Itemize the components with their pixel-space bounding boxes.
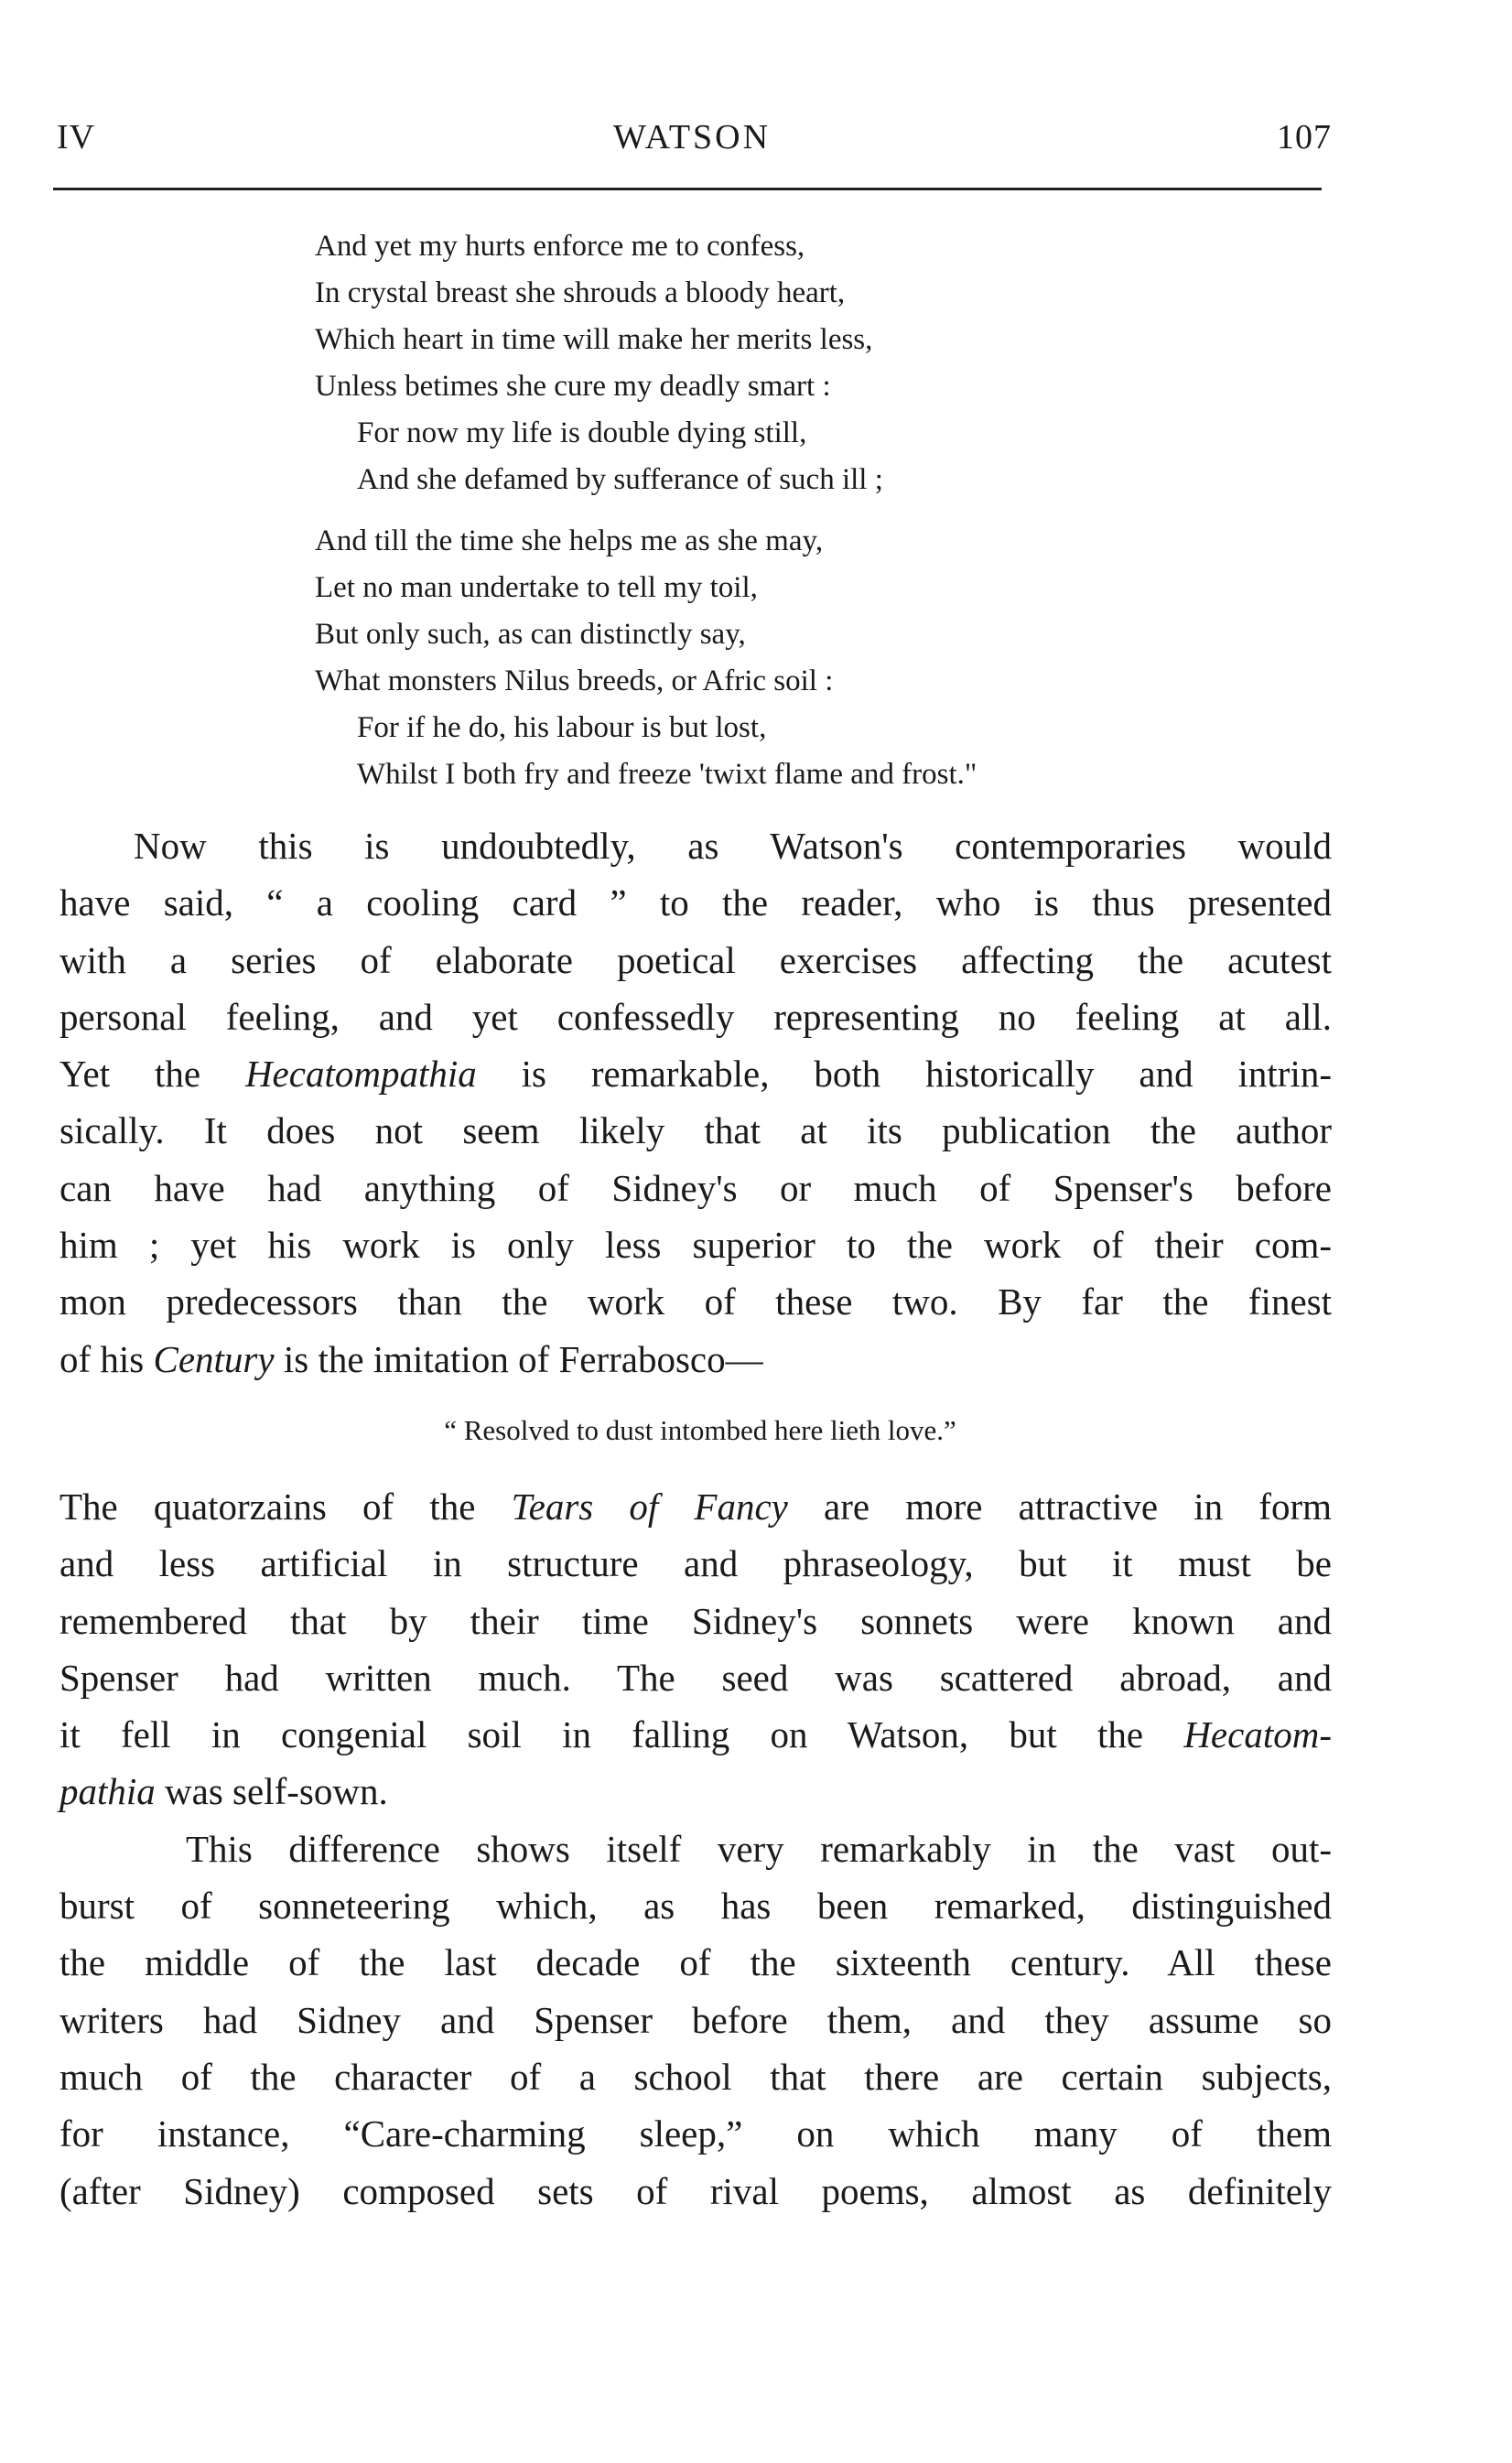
poem-quotation bbox=[315, 223, 977, 798]
poem-line: And she defamed by sufferance of such ill ; bbox=[357, 463, 883, 496]
text-line bbox=[59, 1478, 1332, 1535]
paragraph-1 bbox=[59, 817, 1332, 1388]
text-segment: for instance, “Care-charming sleep,” on which many of them bbox=[59, 2112, 1332, 2155]
poem-line: Unless betimes she cure my deadly smart : bbox=[315, 370, 831, 403]
text-segment: it fell in congenial soil in falling on Watson, but the bbox=[59, 1713, 1184, 1756]
text-line bbox=[59, 1331, 1332, 1388]
text-segment: remembered that by their time Sidney's sonnets were known and bbox=[59, 1599, 1332, 1642]
text-segment: much of the character of a school that there are certain subjects, bbox=[59, 2055, 1332, 2098]
text-segment: is remarkable, both historically and intrin- bbox=[476, 1053, 1332, 1096]
text-segment: burst of sonneteering which, as has been remarked, distinguished bbox=[59, 1885, 1332, 1928]
text-segment: are more attractive in form bbox=[787, 1485, 1333, 1528]
text-line bbox=[59, 1649, 1332, 1706]
text-line bbox=[59, 1877, 1332, 1934]
text-line bbox=[59, 2163, 1332, 2220]
text-segment: personal feeling, and yet confessedly representing no feeling at all. bbox=[59, 995, 1332, 1038]
text-segment: sically. It does not seem likely that at its publication the author bbox=[59, 1109, 1332, 1152]
text-line bbox=[59, 1273, 1332, 1330]
text-line bbox=[59, 1934, 1332, 1991]
text-line bbox=[59, 1820, 1332, 1877]
paragraph-2 bbox=[59, 1478, 1332, 2220]
text-segment: Spenser had written much. The seed was scattered abroad, and bbox=[59, 1656, 1332, 1699]
text-segment: was self-sown. bbox=[155, 1770, 388, 1813]
text-segment: him ; yet his work is only less superior to the work of their com- bbox=[59, 1224, 1332, 1267]
poem-line: Which heart in time will make her merits less, bbox=[315, 323, 873, 356]
text-segment: mon predecessors than the work of these two. By far the finest bbox=[59, 1280, 1332, 1323]
text-line bbox=[59, 817, 1332, 874]
text-segment: can have had anything of Sidney's or much of Spenser's before bbox=[59, 1166, 1332, 1209]
poem-line: For if he do, his labour is but lost, bbox=[357, 711, 767, 744]
text-line bbox=[59, 1102, 1332, 1159]
text-line bbox=[59, 2105, 1332, 2162]
stanza-gap bbox=[315, 503, 977, 518]
text-line bbox=[59, 874, 1332, 931]
poem-line: And till the time she helps me as she may, bbox=[315, 524, 824, 557]
text-segment: (after Sidney) composed sets of rival poems, almost as definitely bbox=[59, 2169, 1332, 2212]
text-line bbox=[59, 1160, 1332, 1216]
italic-title: Hecatom- bbox=[1183, 1713, 1332, 1756]
running-title: WATSON bbox=[612, 118, 772, 157]
text-segment: Yet the bbox=[59, 1053, 245, 1096]
poem-line: For now my life is double dying still, bbox=[357, 416, 807, 449]
italic-title: Tears of Fancy bbox=[511, 1485, 788, 1528]
italic-title: Century bbox=[153, 1337, 275, 1380]
poem-line: And yet my hurts enforce me to confess, bbox=[315, 230, 805, 263]
italic-title: Hecatompathia bbox=[244, 1053, 477, 1096]
text-line bbox=[59, 1706, 1332, 1763]
chapter-number: IV bbox=[57, 118, 96, 157]
text-segment: The quatorzains of the bbox=[59, 1485, 512, 1528]
text-segment: is the imitation of Ferrabosco— bbox=[274, 1337, 763, 1380]
text-line bbox=[59, 1535, 1332, 1592]
text-segment: of his bbox=[59, 1337, 154, 1380]
page-number: 107 bbox=[1277, 118, 1332, 157]
text-line bbox=[59, 1763, 1332, 1820]
poem-line: Let no man undertake to tell my toil, bbox=[315, 571, 758, 604]
text-segment: have said, “ a cooling card ” to the reader, who is thus presented bbox=[59, 881, 1332, 924]
text-segment: with a series of elaborate poetical exercises affecting the acutest bbox=[59, 938, 1332, 981]
text-line bbox=[59, 1045, 1332, 1102]
poem-line: But only such, as can distinctly say, bbox=[315, 618, 746, 651]
text-line bbox=[59, 2048, 1332, 2105]
text-segment: writers had Sidney and Spenser before them, and they assume so bbox=[59, 1998, 1332, 2041]
poem-line: Whilst I both fry and freeze 'twixt flame and frost." bbox=[357, 758, 977, 791]
text-line bbox=[59, 1593, 1332, 1649]
text-line bbox=[59, 1216, 1332, 1273]
text-line bbox=[59, 932, 1332, 988]
poem-line: What monsters Nilus breeds, or Afric soil : bbox=[315, 664, 834, 697]
poem-line: In crystal breast she shrouds a bloody heart, bbox=[315, 276, 846, 309]
italic-title: pathia bbox=[59, 1770, 156, 1813]
text-line bbox=[59, 988, 1332, 1045]
header-rule bbox=[53, 188, 1322, 190]
text-segment: and less artificial in structure and phraseology, but it must be bbox=[59, 1542, 1332, 1585]
text-segment: Now this is undoubtedly, as Watson's contemporaries would bbox=[134, 825, 1332, 867]
text-line bbox=[59, 1992, 1332, 2048]
text-segment: This difference shows itself very remarkably in the vast out- bbox=[186, 1827, 1332, 1870]
text-segment: the middle of the last decade of the sixteenth century. All these bbox=[59, 1941, 1332, 1984]
block-quote: “ Resolved to dust intombed here lieth love.” bbox=[444, 1414, 956, 1446]
